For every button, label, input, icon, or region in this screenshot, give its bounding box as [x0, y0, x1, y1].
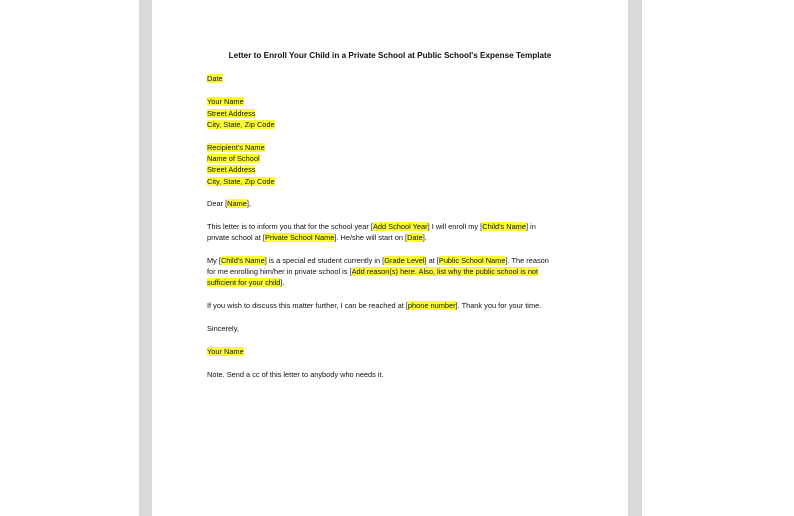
paragraph-2-line-1 — [207, 255, 549, 266]
sender-name-line — [207, 96, 244, 107]
paragraph-1-line-1 — [207, 221, 536, 232]
sender-street-placeholder: Street Address — [207, 109, 256, 118]
p1-text-4: private school at [ — [207, 233, 265, 242]
child-name-placeholder: Child's Name — [482, 222, 526, 231]
start-date-placeholder: Date — [407, 233, 423, 242]
recipient-street-line — [207, 164, 255, 175]
greeting-name-placeholder: Name — [227, 199, 247, 208]
sender-city-line — [207, 119, 275, 130]
recipient-street-placeholder: Street Address — [207, 165, 256, 174]
p1-text-2: ] I will enroll my [ — [427, 222, 483, 231]
paragraph-2-line-2 — [207, 266, 538, 277]
page-gutter-right — [628, 0, 642, 516]
greeting-suffix: ], — [246, 199, 251, 208]
sender-street-line — [207, 108, 255, 119]
signature-line — [207, 346, 244, 357]
recipient-city-line — [207, 176, 275, 187]
date-placeholder: Date — [207, 74, 223, 83]
recipient-name-placeholder: Recipient's Name — [207, 143, 265, 152]
grade-level-placeholder: Grade Level — [384, 256, 425, 265]
p3-text-2: ]. Thank you for your time. — [455, 301, 542, 310]
phone-number-placeholder: phone number — [407, 301, 456, 310]
greeting-line — [207, 198, 251, 209]
sender-city-placeholder: City, State, Zip Code — [207, 120, 275, 129]
private-school-placeholder: Private School Name — [264, 233, 335, 242]
page-gutter-left — [139, 0, 152, 516]
note-line: Note. Send a cc of this letter to anybody who needs it. — [207, 370, 384, 379]
child-name-placeholder: Child's Name — [220, 256, 265, 265]
paragraph-1-line-2 — [207, 232, 427, 243]
sender-name-placeholder: Your Name — [207, 97, 244, 106]
signature-placeholder: Your Name — [207, 347, 244, 356]
p3-text-1: If you wish to discuss this matter further, I can be reached at [ — [207, 301, 408, 310]
p1-text-6: ]. — [422, 233, 427, 242]
recipient-name-line — [207, 142, 265, 153]
school-year-placeholder: Add School Year — [372, 222, 428, 231]
greeting-prefix: Dear [ — [207, 199, 228, 208]
recipient-school-placeholder: Name of School — [207, 154, 260, 163]
p2-text-3: ] at [ — [424, 256, 439, 265]
p2-text-1: My [ — [207, 256, 221, 265]
p2-text-6: ]. — [280, 278, 285, 287]
reasons-placeholder-continued: sufficient for your child — [207, 278, 281, 287]
p2-text-5: for me enrolling him/her in private school is [ — [207, 267, 352, 276]
paragraph-3-line-1 — [207, 300, 541, 311]
p1-text-1: This letter is to inform you that for the school year [ — [207, 222, 373, 231]
recipient-city-placeholder: City, State, Zip Code — [207, 177, 275, 186]
letter-title: Letter to Enroll Your Child in a Private School at Public School's Expense Template — [228, 51, 552, 60]
document-page[interactable] — [152, 0, 628, 516]
p1-text-5: ]. He/she will start on [ — [334, 233, 408, 242]
p2-text-2: ] is a special ed student currently in [ — [264, 256, 385, 265]
date-line — [207, 73, 223, 84]
p2-text-4: ]. The reason — [505, 256, 549, 265]
reasons-placeholder: Add reason(s) here. Also, list why the public school is not — [351, 267, 539, 276]
recipient-school-line — [207, 153, 260, 164]
closing-line: Sincerely, — [207, 324, 239, 333]
paragraph-2-line-3 — [207, 277, 285, 288]
public-school-placeholder: Public School Name — [438, 256, 506, 265]
p1-text-3: ] in — [525, 222, 536, 231]
